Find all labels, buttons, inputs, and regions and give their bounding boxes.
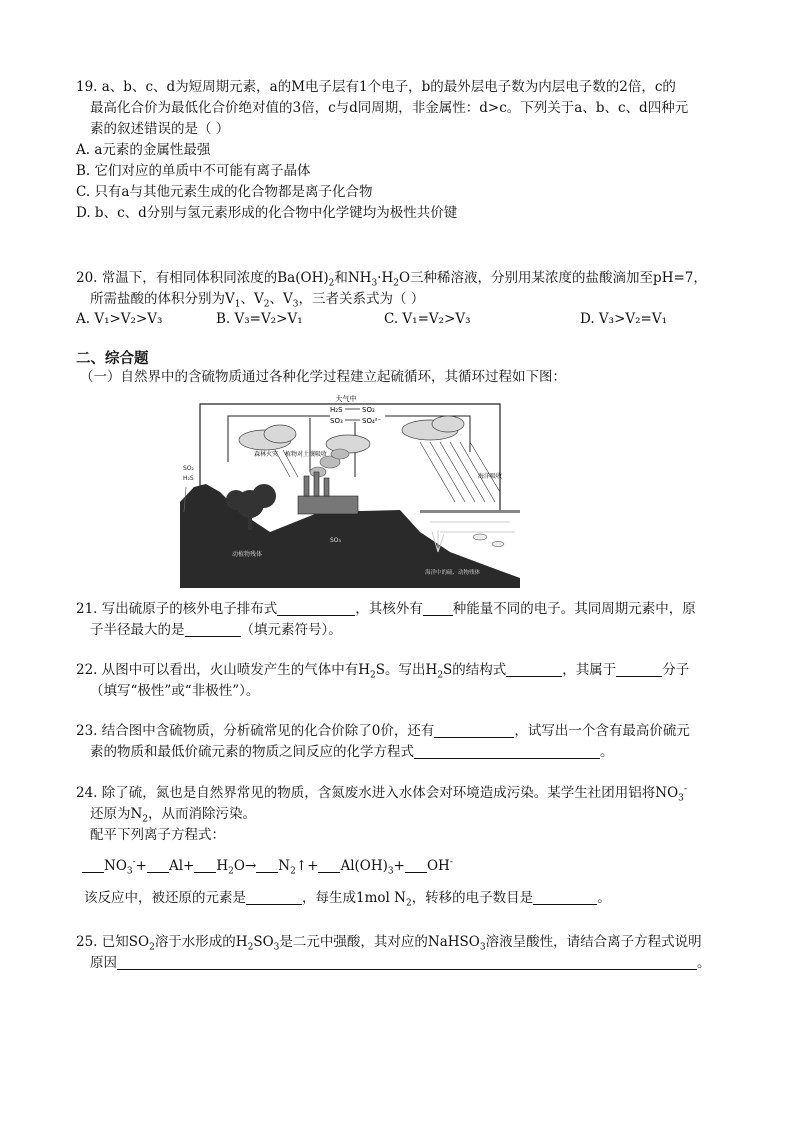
q22-line2: （填写“极性”或“非极性”）。 <box>90 683 260 699</box>
answer-blank[interactable] <box>434 723 514 738</box>
q24-followup-line <box>84 888 734 909</box>
q19-line3: 素的叙述错误的是（ ） <box>90 121 230 137</box>
label-ground-so3: SO₃ <box>330 537 341 544</box>
q22-text: S。写出H <box>375 662 438 678</box>
label-dead-matter: 动植物残体 <box>232 551 263 558</box>
answer-blank[interactable] <box>533 890 597 905</box>
subscript: 2 <box>149 942 155 953</box>
q21-text: 子半径最大的是 <box>90 622 185 638</box>
eq-term: + <box>393 858 405 874</box>
label-volcano-so2: SO₂ <box>183 465 194 472</box>
q23-text: 23. 结合图中含硫物质，分析硫常见的化合价除了0价，还有 <box>76 723 435 739</box>
q24-text: 24. 除了硫，氮也是自然界常见的物质，含氮废水进入水体会对环境造成污染。某学生社团用铝将NO <box>76 785 679 801</box>
q20-text: 20. 常温下，有相同体积同浓度的Ba(OH) <box>76 270 329 286</box>
q25-text: 25. 已知SO <box>76 934 150 950</box>
subscript: 3 <box>387 866 394 877</box>
subscript: 3 <box>678 793 684 804</box>
answer-blank[interactable] <box>506 662 562 677</box>
coef-blank[interactable] <box>82 858 104 873</box>
q20-option-a: A. V₁>V₂>V₃ <box>76 311 163 327</box>
q21-text: （填元素符号）。 <box>240 622 342 638</box>
eq-term: ↑+ <box>295 858 319 874</box>
question-25 <box>76 932 726 974</box>
label-h2s: H₂S <box>330 406 343 414</box>
q24-equation-line <box>82 856 732 877</box>
q21-line2 <box>76 620 726 641</box>
q19-option-a: A. a元素的金属性最强 <box>76 142 211 158</box>
section-intro <box>80 367 730 388</box>
answer-blank[interactable] <box>414 744 600 759</box>
section-title: 二、综合题 <box>76 351 149 367</box>
q20-line2 <box>76 289 726 310</box>
label-so2: SO₂ <box>362 406 375 414</box>
label-so4: SO₄²⁻ <box>362 417 382 425</box>
q20-text: 所需盐酸的体积分别为V <box>90 291 235 307</box>
section-intro-text: （一）自然界中的含硫物质通过各种化学过程建立起硫循环，其循环过程如下图： <box>80 369 566 385</box>
q22-text: 分子 <box>662 662 690 678</box>
answer-blank[interactable] <box>117 955 697 970</box>
subscript: 2 <box>142 814 149 825</box>
answer-blank[interactable] <box>246 890 302 905</box>
q25-line1 <box>76 932 726 953</box>
subscript: 2 <box>393 278 399 289</box>
q19-option-b: B. 它们对应的单质中不可能有离子晶体 <box>76 163 311 179</box>
q20-text: ·H <box>377 270 394 286</box>
q24-text: 还原为N <box>90 806 143 822</box>
subscript: 3 <box>479 942 486 953</box>
q25-text: 溶于水形成的H <box>154 934 248 950</box>
subscript: 2 <box>370 670 376 681</box>
subscript: 2 <box>405 898 412 909</box>
eq-term: Al+ <box>168 858 195 874</box>
subscript: 2 <box>437 670 444 681</box>
subscript: 2 <box>263 299 270 310</box>
question-19 <box>76 77 726 224</box>
q24-line2 <box>76 804 726 825</box>
answer-blank[interactable] <box>423 601 453 616</box>
subscript: 3 <box>126 866 133 877</box>
q24-followup <box>84 888 734 909</box>
q25-text: 溶液呈酸性，请结合离子方程式说明 <box>485 934 702 950</box>
superscript: - <box>683 784 687 795</box>
coef-blank[interactable] <box>194 858 216 873</box>
q20-text: 、V <box>240 291 264 307</box>
q24-text: ，每生成1mol N <box>302 890 406 906</box>
subscript: 2 <box>328 278 335 289</box>
q20-option-d: D. V₃>V₂=V₁ <box>580 311 668 327</box>
eq-term: N <box>278 858 291 874</box>
q20-text: ，三者关系式为（ ） <box>298 291 425 307</box>
subscript: 1 <box>234 299 241 310</box>
eq-term: OH <box>426 858 450 874</box>
answer-blank[interactable] <box>277 601 355 616</box>
q25-line2 <box>76 953 726 974</box>
label-volcano-h2s: H₂S <box>183 475 194 482</box>
q25-text: 原因 <box>90 955 117 971</box>
eq-term: O→ <box>233 858 257 874</box>
q24-text: 该反应中，被还原的元素是 <box>84 890 246 906</box>
subscript: 3 <box>292 299 299 310</box>
coef-blank[interactable] <box>256 858 278 873</box>
q24-text: ，转移的电子数目是 <box>411 890 534 906</box>
q24-equation <box>82 856 732 877</box>
q20-text: O三种稀溶液，分别用某浓度的盐酸滴加至pH=7， <box>398 270 707 286</box>
q21-line1 <box>76 599 726 620</box>
coef-blank[interactable] <box>147 858 169 873</box>
q25-text: 是二元中强酸，其对应的NaHSO <box>279 934 480 950</box>
q23-text: ，试写出一个含有最高价硫元 <box>514 723 690 739</box>
question-24 <box>76 783 726 846</box>
question-20 <box>76 268 726 310</box>
q25-text: SO <box>253 934 274 950</box>
q22-text: 22. 从图中可以看出，火山喷发产生的气体中有H <box>76 662 371 678</box>
q23-text: 素的物质和最低价硫元素的物质之间反应的化学方程式 <box>90 744 414 760</box>
eq-term: Al(OH) <box>340 858 388 874</box>
eq-term: + <box>135 858 147 874</box>
q24-text: ，从而消除污染。 <box>148 806 257 822</box>
q20-text: 、V <box>269 291 293 307</box>
q25-text: 。 <box>697 955 711 971</box>
q20-options <box>76 311 736 332</box>
q22-line1 <box>76 660 726 681</box>
superscript: - <box>449 857 453 868</box>
q23-line2 <box>76 742 726 763</box>
label-plant-soil: 植物对土壤吸收 <box>285 451 328 458</box>
q20-line1 <box>76 268 726 289</box>
question-21 <box>76 599 726 641</box>
q24-text: 。 <box>597 890 611 906</box>
label-forest-fire: 森林火灾 <box>254 451 279 458</box>
coef-blank[interactable] <box>405 858 427 873</box>
label-so3: SO₃ <box>330 417 343 425</box>
q22-text: ，其属于 <box>562 662 617 678</box>
q23-text: 。 <box>600 744 614 760</box>
q20-option-c: C. V₁=V₂>V₃ <box>384 311 471 327</box>
question-22 <box>76 660 726 702</box>
eq-term: H <box>216 858 229 874</box>
subscript: 2 <box>228 866 234 877</box>
q20-text: 和NH <box>334 270 372 286</box>
q19-option-d: D. b、c、d分别与氢元素形成的化合物中化学键均为极性共价键 <box>76 205 458 221</box>
q19-line2: 最高化合价为最低化合价绝对值的3倍，c与d同周期，非金属性：d>c。下列关于a、b、c、d四种元 <box>90 100 689 116</box>
coef-blank[interactable] <box>318 858 340 873</box>
subscript: 2 <box>247 942 254 953</box>
q20-option-b: B. V₃=V₂>V₁ <box>216 311 303 327</box>
q19-line1: 19. a、b、c、d为短周期元素，a的M电子层有1个电子，b的最外层电子数为内层电子数的2倍，c的 <box>76 79 676 95</box>
subscript: 2 <box>290 866 296 877</box>
sulfur-cycle-diagram <box>180 392 520 588</box>
q22-text: S的结构式 <box>443 662 507 678</box>
superscript: - <box>132 857 136 868</box>
answer-blank[interactable] <box>616 662 662 677</box>
subscript: 3 <box>371 278 378 289</box>
q21-text: ，其核外有 <box>355 601 423 617</box>
subscript: 3 <box>273 942 280 953</box>
label-sea-sulfur: 海洋中的硫、动物残体 <box>425 570 481 576</box>
answer-blank[interactable] <box>185 622 241 637</box>
q24-line1 <box>76 783 726 804</box>
q24-line3: 配平下列离子方程式： <box>90 827 225 843</box>
q21-text: 种能量不同的电子。其同周期元素中，原 <box>452 601 696 617</box>
question-23 <box>76 721 726 763</box>
label-atmosphere: 大气中 <box>335 395 357 403</box>
eq-term: NO <box>104 858 127 874</box>
q23-line1 <box>76 721 726 742</box>
q19-option-c: C. 只有a与其他元素生成的化合物都是离子化合物 <box>76 184 373 200</box>
q21-text: 21. 写出硫原子的核外电子排布式 <box>76 601 278 617</box>
label-ocean-absorb: 海洋吸收 <box>478 473 503 480</box>
